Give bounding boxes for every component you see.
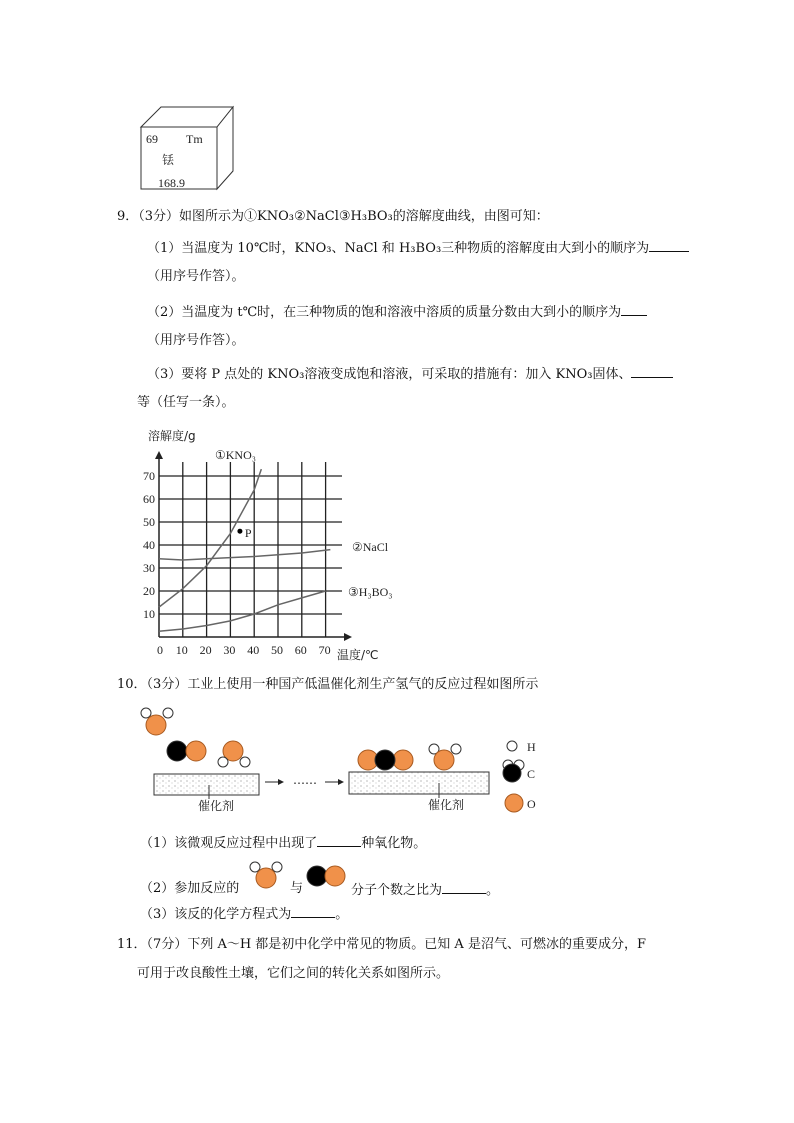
y-tick-label: 70 xyxy=(143,469,155,483)
y-tick-label: 20 xyxy=(143,584,155,598)
answer-blank[interactable] xyxy=(317,834,361,847)
atom-o xyxy=(434,750,454,770)
x-tick-label: 40 xyxy=(247,643,260,657)
q9-sub2-note: （用序号作答）。 xyxy=(147,333,245,348)
y-tick-label: 10 xyxy=(143,607,155,621)
legend-c-label: C xyxy=(527,767,536,781)
x-tick-label: 20 xyxy=(199,643,212,657)
q10-sub3 xyxy=(140,905,348,923)
atom-o xyxy=(186,741,206,761)
q10-title: 10．（3分）工业上使用一种国产低温催化剂生产氢气的反应过程如图所示 xyxy=(117,677,539,692)
q10-sub2-b xyxy=(351,881,499,899)
atom-o xyxy=(146,715,166,735)
y-axis-label: 溶解度/g xyxy=(148,429,196,443)
atom-h xyxy=(163,708,173,718)
catalyst-block xyxy=(349,772,489,794)
legend-o-label: O xyxy=(527,797,536,811)
x-tick-label: 0 xyxy=(157,643,163,657)
q10-sub3-text: （3）该反的化学方程式为 xyxy=(140,907,292,922)
ellipsis: …… xyxy=(293,773,317,787)
co-molecule-icon xyxy=(307,866,327,886)
q10-sub3-tail: 。 xyxy=(335,907,349,922)
y-tick-label: 30 xyxy=(143,561,155,575)
x-tick-label: 70 xyxy=(318,643,331,657)
legend-nacl: ②NaCl xyxy=(352,540,389,554)
x-tick-label: 10 xyxy=(175,643,188,657)
atomic-mass: 168.9 xyxy=(158,176,185,190)
catalyst-label: 催化剂 xyxy=(198,799,235,813)
q10-sub1-tail: 种氧化物。 xyxy=(361,836,427,851)
element-symbol: Tm xyxy=(186,132,203,146)
q10-sub1-text: （1）该微观反应过程中出现了 xyxy=(140,836,318,851)
x-tick-label: 50 xyxy=(271,643,283,657)
q9-sub3-text: （3）要将 P 点处的 KNO₃溶液变成饱和溶液，可采取的措施有：加入 KNO₃固体、 xyxy=(147,367,632,382)
q10-sub2-text: 分子个数之比为 xyxy=(351,883,443,898)
q10-sub2-a: （2）参加反应的 xyxy=(140,881,240,896)
catalyst-label: 催化剂 xyxy=(428,798,465,812)
q9-sub2-text: （2）当温度为 t℃时，在三种物质的饱和溶液中溶质的质量分数由大到小的顺序为 xyxy=(147,305,622,320)
answer-blank[interactable] xyxy=(442,881,486,894)
q10-sub1 xyxy=(140,834,426,852)
y-tick-label: 50 xyxy=(143,515,155,529)
atomic-number: 69 xyxy=(146,132,158,146)
answer-blank[interactable] xyxy=(291,905,335,918)
y-tick-label: 40 xyxy=(143,538,155,552)
atom-h xyxy=(272,862,282,872)
arrow-icon xyxy=(338,779,344,785)
atom-o xyxy=(325,866,345,886)
legend-h3bo3: ③H₃BO₃ xyxy=(348,585,393,599)
q11-line1: 11．（7分）下列 A～H 都是初中化学中常见的物质。已知 A 是沼气、可燃冰的重要成分，F xyxy=(117,937,646,952)
atom-h xyxy=(240,757,250,767)
q11-line2: 可用于改良酸性土壤，它们之间的转化关系如图所示。 xyxy=(137,966,450,981)
legend-h-atom xyxy=(507,741,517,751)
atom-o xyxy=(393,750,413,770)
atom-c xyxy=(167,741,187,761)
legend-c-atom xyxy=(503,764,521,782)
q10-sub2-tail: 。 xyxy=(486,883,500,898)
x-axis-label: 温度/℃ xyxy=(337,648,379,662)
catalyst-block xyxy=(154,774,259,795)
q9-sub1-text: （1）当温度为 10℃时，KNO₃、NaCl 和 H₃BO₃三种物质的溶解度由大到小的顺序为 xyxy=(147,241,650,256)
element-name: 铥 xyxy=(162,153,175,167)
atom-o xyxy=(256,868,276,888)
atom-h xyxy=(451,744,461,754)
q9-sub1-note: （用序号作答）。 xyxy=(147,269,245,284)
point-p-label: P xyxy=(244,526,252,541)
legend-kno3: ①KNO₃ xyxy=(215,448,256,462)
x-tick-label: 30 xyxy=(223,643,236,657)
legend-h-label: H xyxy=(527,740,536,754)
y-tick-label: 60 xyxy=(143,492,155,506)
atom-c xyxy=(375,750,395,770)
q9-sub3-note: 等（任写一条）。 xyxy=(137,395,235,410)
atom-h xyxy=(141,708,151,718)
water-molecule-icon xyxy=(250,862,260,872)
atom-h xyxy=(218,757,228,767)
x-tick-label: 60 xyxy=(294,643,307,657)
q10-sub2-mid: 与 xyxy=(290,881,304,896)
q9-title: 9．（3分）如图所示为①KNO₃②NaCl③H₃BO₃的溶解度曲线，由图可知： xyxy=(117,209,549,224)
legend-o-atom xyxy=(505,794,523,812)
arrow-icon xyxy=(278,779,284,785)
